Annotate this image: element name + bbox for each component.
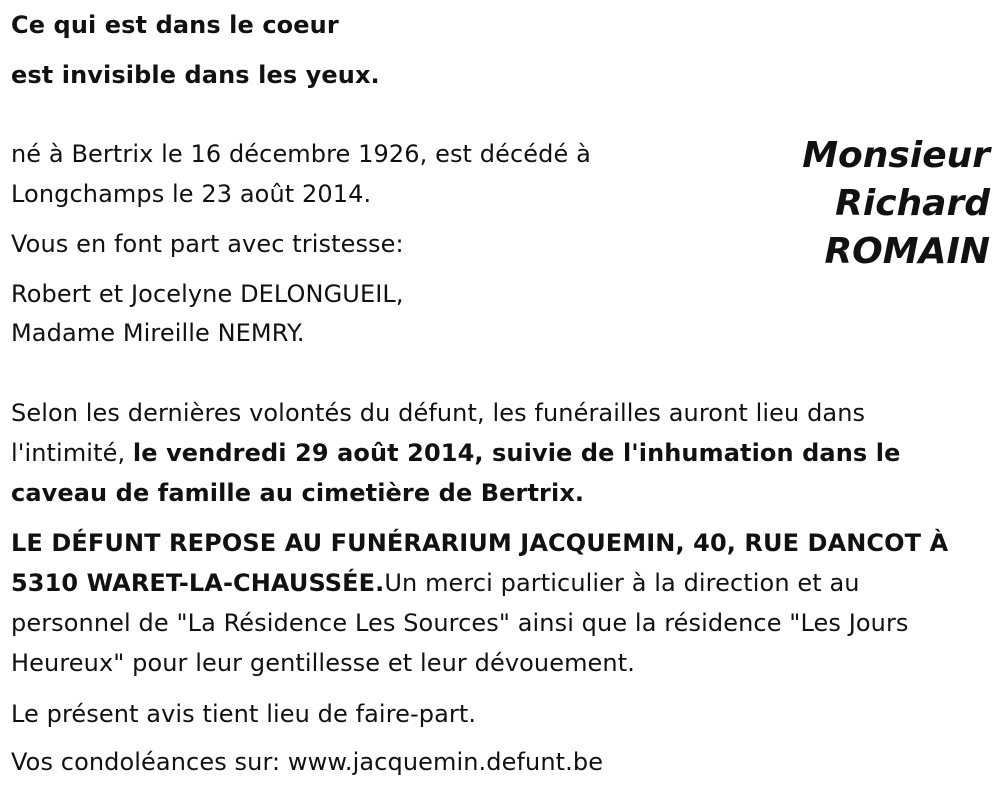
deceased-title: Monsieur (802, 135, 990, 176)
announcement: Vous en font part avec tristesse: (11, 230, 404, 258)
repose-line-1: LE DÉFUNT REPOSE AU FUNÉRARIUM JACQUEMIN, 40, RUE DANCOT À (11, 529, 949, 557)
family-line-2: Madame Mireille NEMRY. (11, 319, 305, 347)
birth-death-line-1: né à Bertrix le 16 décembre 1926, est décédé à (11, 140, 591, 168)
funeral-line-2 (11, 438, 900, 468)
funeral-line-2-plain: l'intimité, (11, 439, 133, 467)
quote-line-2: est invisible dans les yeux. (11, 61, 380, 89)
family-line-1: Robert et Jocelyne DELONGUEIL, (11, 280, 404, 308)
quote-line-1: Ce qui est dans le coeur (11, 11, 339, 39)
condolences: Vos condoléances sur: www.jacquemin.defunt.be (11, 748, 604, 776)
birth-death-line-2: Longchamps le 23 août 2014. (11, 180, 372, 208)
repose-line-2 (11, 568, 860, 598)
funeral-line-1: Selon les dernières volontés du défunt, les funérailles auront lieu dans (11, 399, 866, 427)
notice: Le présent avis tient lieu de faire-part. (11, 700, 477, 728)
repose-line-4: Heureux" pour leur gentillesse et leur dévouement. (11, 649, 635, 677)
funeral-date: le vendredi 29 août 2014, suivie de l'inhumation dans le (132, 439, 901, 467)
deceased-first-name: Richard (835, 183, 990, 224)
repose-address: 5310 WARET-LA-CHAUSSÉE. (11, 569, 385, 597)
thanks-start: Un merci particulier à la direction et au (384, 569, 860, 597)
repose-line-3: personnel de "La Résidence Les Sources" ainsi que la résidence "Les Jours (11, 609, 909, 637)
funeral-line-3: caveau de famille au cimetière de Bertrix. (11, 479, 585, 507)
deceased-last-name: ROMAIN (824, 231, 990, 272)
